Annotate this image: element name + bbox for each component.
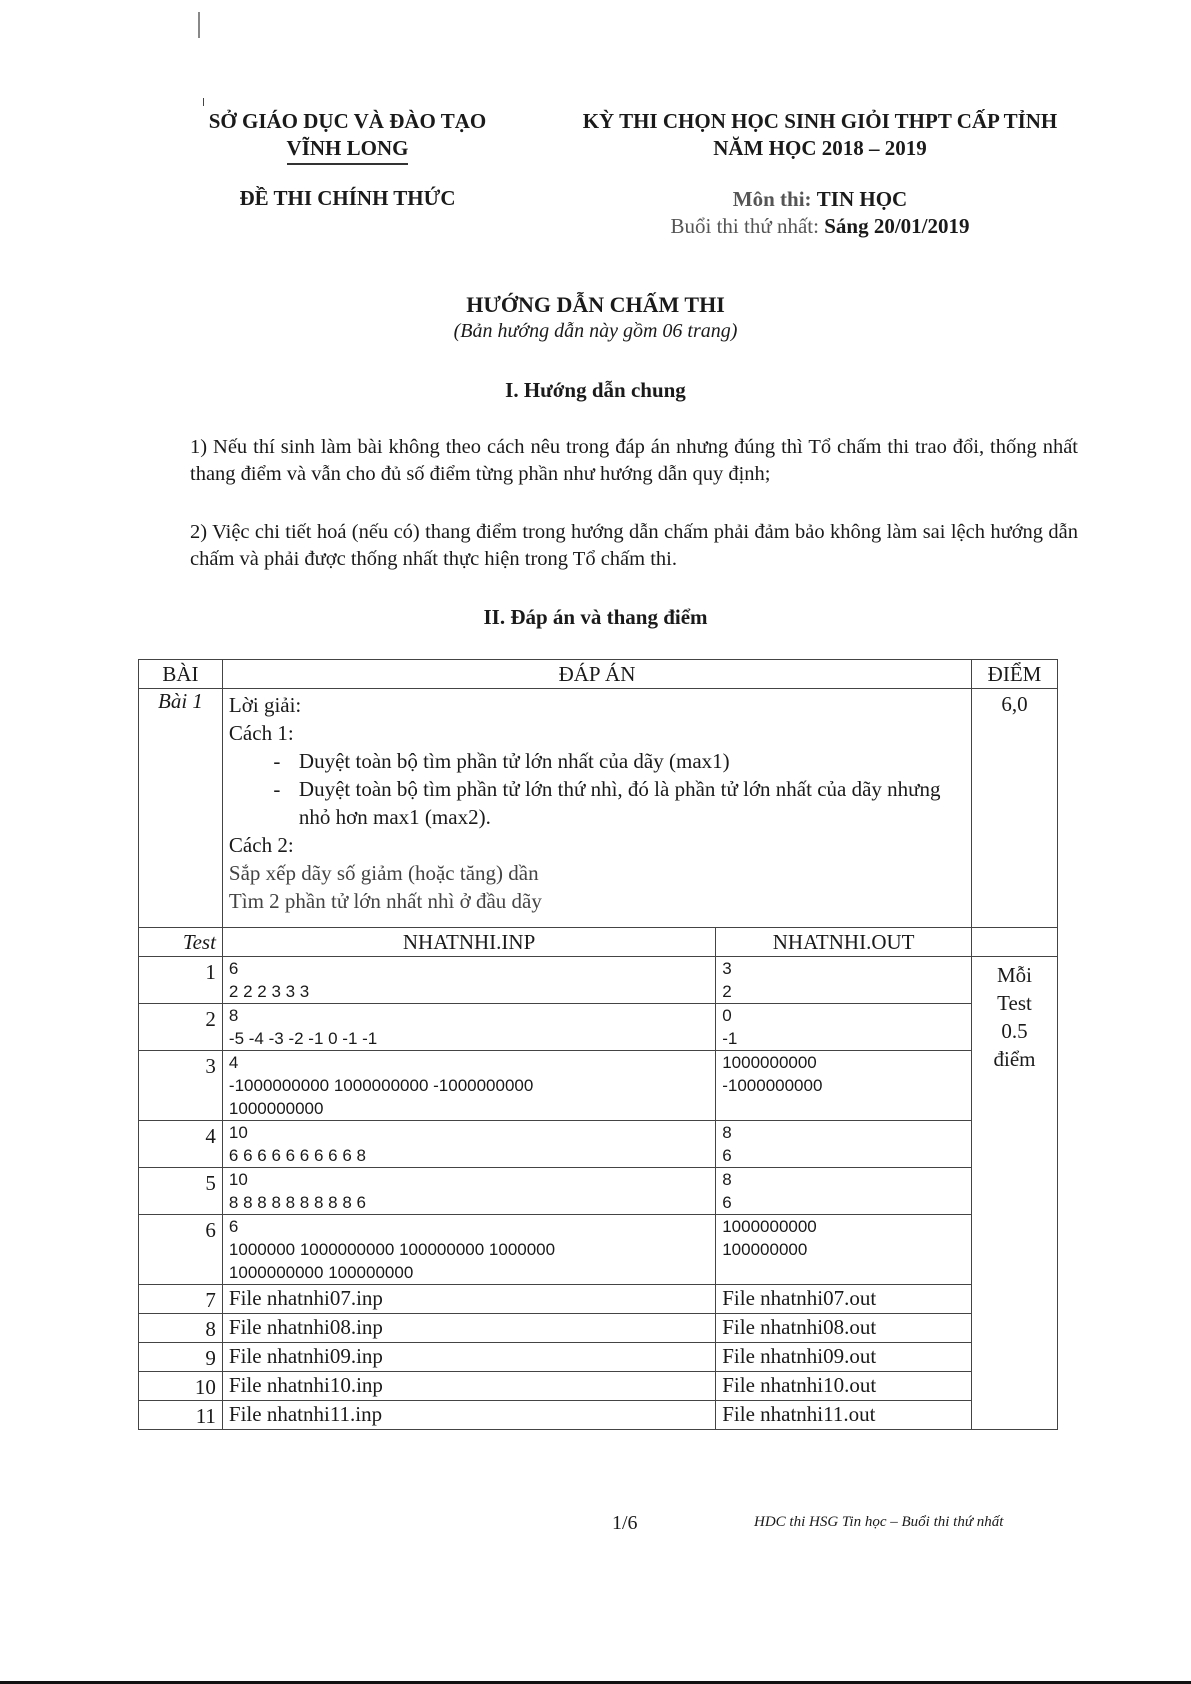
input-line: -1000000000 1000000000 -1000000000 — [228, 1076, 534, 1095]
test-input — [222, 957, 715, 1004]
test-row — [139, 957, 1058, 1004]
input-line: 1000000 1000000000 100000000 1000000 — [228, 1240, 556, 1259]
test-input-file: File nhatnhi11.inp — [222, 1401, 715, 1430]
test-output-file: File nhatnhi07.out — [716, 1285, 972, 1314]
test-input — [222, 1051, 715, 1121]
input-line: 8 — [228, 1006, 239, 1025]
scan-artifact — [203, 98, 204, 106]
test-row — [139, 1004, 1058, 1051]
method-2-label: Cách 2: — [228, 833, 294, 857]
test-output — [716, 1051, 972, 1121]
header-empty — [972, 928, 1058, 957]
file-test-row — [139, 1285, 1058, 1314]
input-line: 10 — [228, 1170, 248, 1189]
test-input — [222, 1004, 715, 1051]
test-id: 4 — [139, 1121, 223, 1168]
output-line: 100000000 — [722, 1240, 808, 1259]
subject-block — [620, 186, 1020, 240]
method-1-step: - Duyệt toàn bộ tìm phần tử lớn thứ nhì, đó là phần tử lớn nhất của dãy nhưng nhỏ hơn max1 (max2). — [262, 777, 941, 829]
test-input-file: File nhatnhi10.inp — [222, 1372, 715, 1401]
test-output — [716, 1168, 972, 1215]
file-test-row — [139, 1314, 1058, 1343]
output-line: -1000000000 — [722, 1076, 823, 1095]
test-id: 11 — [139, 1401, 223, 1430]
method-2-line: Tìm 2 phần tử lớn nhất nhì ở đầu dãy — [228, 889, 542, 913]
test-input-file: File nhatnhi08.inp — [222, 1314, 715, 1343]
test-output — [716, 1004, 972, 1051]
problem-score: 6,0 — [972, 689, 1058, 928]
document-subtitle: (Bản hướng dẫn này gồm 06 trang) — [453, 320, 738, 342]
exam-title: KỲ THI CHỌN HỌC SINH GIỎI THPT CẤP TỈNH — [582, 109, 1058, 133]
department-block — [175, 108, 520, 165]
test-row — [139, 1168, 1058, 1215]
output-line: 0 — [722, 1006, 732, 1025]
test-output-file: File nhatnhi09.out — [716, 1343, 972, 1372]
guideline-paragraph-1: 1) Nếu thí sinh làm bài không theo cách nêu trong đáp án nhưng đúng thì Tổ chấm thi trao đổi, thống nhất thang điểm và vẫn cho đủ số điểm từng phần như hướng dẫn quy định; — [190, 436, 1078, 485]
method-2-line: Sắp xếp dãy số giảm (hoặc tăng) dần — [228, 861, 539, 885]
problem-name: Bài 1 — [139, 689, 223, 928]
solution-label: Lời giải: — [228, 693, 302, 717]
official-label: ĐỀ THI CHÍNH THỨC — [239, 186, 456, 210]
file-test-row — [139, 1372, 1058, 1401]
test-id: 2 — [139, 1004, 223, 1051]
test-id: 10 — [139, 1372, 223, 1401]
running-footer: HDC thi HSG Tin học – Buổi thi thứ nhất — [754, 1514, 1004, 1530]
test-id: 5 — [139, 1168, 223, 1215]
test-output-file: File nhatnhi08.out — [716, 1314, 972, 1343]
input-line: 4 — [228, 1053, 239, 1072]
test-id: 7 — [139, 1285, 223, 1314]
guideline-paragraph-2: 2) Việc chi tiết hoá (nếu có) thang điểm trong hướng dẫn chấm phải đảm bảo không làm sai lệch hướng dẫn chấm và phải được thống nhất thực hiện trong Tổ chấm thi. — [190, 521, 1078, 570]
header-test: Test — [139, 928, 223, 957]
method-1-label: Cách 1: — [228, 721, 294, 745]
method-1-step: - Duyệt toàn bộ tìm phần tử lớn nhất của dãy (max1) — [262, 749, 730, 773]
test-input — [222, 1168, 715, 1215]
file-test-row — [139, 1343, 1058, 1372]
test-id: 6 — [139, 1215, 223, 1285]
output-line: 2 — [722, 982, 732, 1001]
test-output — [716, 1121, 972, 1168]
input-line: 6 — [228, 959, 239, 978]
input-line: -5 -4 -3 -2 -1 0 -1 -1 — [228, 1029, 378, 1048]
page-number: 1/6 — [612, 1512, 638, 1534]
output-line: -1 — [722, 1029, 738, 1048]
test-id: 9 — [139, 1343, 223, 1372]
test-output-file: File nhatnhi11.out — [716, 1401, 972, 1430]
output-line: 1000000000 — [722, 1053, 817, 1072]
output-line: 3 — [722, 959, 732, 978]
test-id: 8 — [139, 1314, 223, 1343]
input-line: 8 8 8 8 8 8 8 8 8 6 — [228, 1193, 366, 1212]
header-bai: BÀI — [139, 660, 223, 689]
answer-table — [138, 659, 1058, 1430]
test-input-file: File nhatnhi07.inp — [222, 1285, 715, 1314]
input-line: 2 2 2 3 3 3 — [228, 982, 310, 1001]
test-row — [139, 1215, 1058, 1285]
output-line: 1000000000 — [722, 1217, 817, 1236]
table-header-row — [139, 660, 1058, 689]
input-line: 6 — [228, 1217, 239, 1236]
header-inp: NHATNHI.INP — [222, 928, 715, 957]
school-year: NĂM HỌC 2018 – 2019 — [713, 136, 927, 160]
problem-row — [139, 689, 1058, 928]
test-row — [139, 1121, 1058, 1168]
province-name: VĨNH LONG — [287, 135, 409, 165]
output-line: 8 — [722, 1123, 732, 1142]
department-name: SỞ GIÁO DỤC VÀ ĐÀO TẠO — [208, 109, 487, 133]
per-test-score: Mỗi Test 0.5 điểm — [972, 957, 1058, 1430]
document-title: HƯỚNG DẪN CHẤM THI — [466, 292, 725, 317]
file-test-row — [139, 1401, 1058, 1430]
test-header-row — [139, 928, 1058, 957]
test-output — [716, 957, 972, 1004]
test-output-file: File nhatnhi10.out — [716, 1372, 972, 1401]
exam-title-block — [540, 108, 1100, 162]
test-id: 3 — [139, 1051, 223, 1121]
section-1-heading: I. Hướng dẫn chung — [505, 378, 686, 402]
output-line: 8 — [722, 1170, 732, 1189]
input-line: 1000000000 100000000 — [228, 1263, 414, 1282]
test-input-file: File nhatnhi09.inp — [222, 1343, 715, 1372]
input-line: 6 6 6 6 6 6 6 6 6 8 — [228, 1146, 366, 1165]
test-output — [716, 1215, 972, 1285]
header-diem: ĐIỂM — [972, 660, 1058, 689]
subject-label: Môn thi: — [732, 187, 812, 211]
output-line: 6 — [722, 1193, 732, 1212]
input-line: 1000000000 — [228, 1099, 324, 1118]
subject-value: TIN HỌC — [816, 187, 908, 211]
test-id: 1 — [139, 957, 223, 1004]
header-out: NHATNHI.OUT — [716, 928, 972, 957]
header-dap-an: ĐÁP ÁN — [222, 660, 971, 689]
input-line: 10 — [228, 1123, 248, 1142]
scan-artifact — [198, 12, 200, 38]
session-value: Sáng 20/01/2019 — [824, 214, 970, 238]
output-line: 6 — [722, 1146, 732, 1165]
section-2-heading: II. Đáp án và thang điểm — [483, 605, 708, 629]
test-input — [222, 1121, 715, 1168]
session-label: Buổi thi thứ nhất: — [670, 214, 819, 238]
solution-cell — [222, 689, 971, 928]
test-input — [222, 1215, 715, 1285]
test-row — [139, 1051, 1058, 1121]
